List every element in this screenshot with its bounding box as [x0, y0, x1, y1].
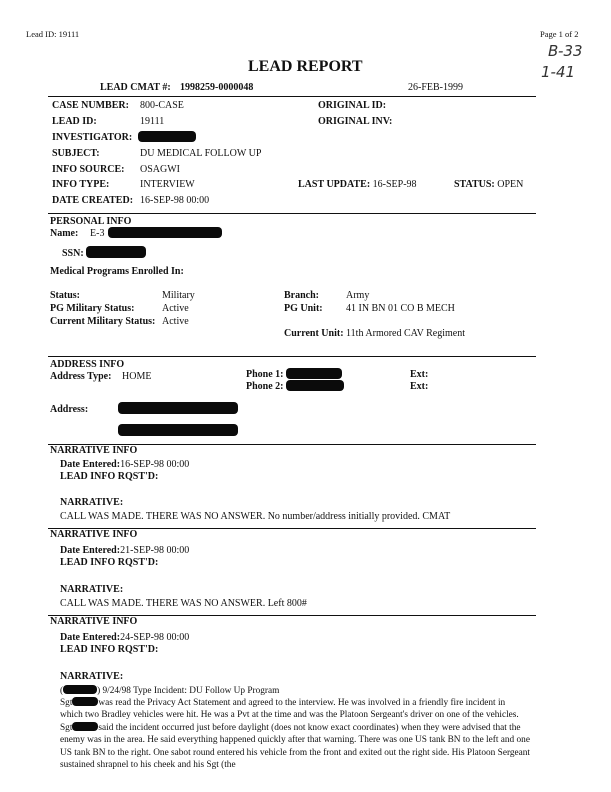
name-prefix: E-3 [90, 228, 105, 239]
original-id-label: ORIGINAL ID: [318, 100, 387, 111]
narrative-label: NARRATIVE: [60, 671, 124, 682]
redaction-name [108, 227, 222, 238]
status-label: STATUS: [454, 179, 495, 190]
investigator-label: INVESTIGATOR: [52, 132, 133, 143]
medical-programs-label: Medical Programs Enrolled In: [50, 266, 184, 277]
case-number-value: 800-CASE [140, 100, 184, 111]
status-value: OPEN [497, 179, 524, 190]
redaction-investigator [138, 131, 196, 142]
subject-label: SUBJECT: [52, 148, 100, 159]
last-update [298, 179, 417, 190]
narrative-label: NARRATIVE: [60, 497, 124, 508]
narrative-open-paren: ( [60, 686, 64, 696]
ssn-label: SSN: [62, 248, 84, 259]
info-type-value: INTERVIEW [140, 179, 195, 190]
branch-value: Army [346, 290, 370, 301]
case-number-label: CASE NUMBER: [52, 100, 129, 111]
personal-info-heading: PERSONAL INFO [50, 216, 132, 227]
narrative-heading: NARRATIVE INFO [50, 529, 138, 540]
date-entered-value: 24-SEP-98 00:00 [120, 632, 190, 643]
page-number: Page 1 of 2 [540, 29, 579, 39]
redaction-phone2 [286, 380, 344, 391]
cmat-value: 1998259-0000048 [180, 82, 254, 93]
date-entered-value: 16-SEP-98 00:00 [120, 459, 190, 470]
narrative-heading: NARRATIVE INFO [50, 445, 138, 456]
narrative-body-text-1: was read the Privacy Act Statement and agreed to the interview. He was involved in a friendly fire incident in which two Bradley vehicles were hit. He was a Pvt at the time and was the Platoon Sergeant's driver on one of the vehicles. Sgt [60, 698, 519, 733]
redaction-address-line1 [118, 402, 238, 414]
lead-info-rqstd-label: LEAD INFO RQST'D: [60, 557, 159, 568]
divider [48, 356, 536, 357]
redaction-ssn [86, 246, 146, 258]
handwritten-annotation-2: 1-41 [541, 63, 576, 81]
info-source-label: INFO SOURCE: [52, 164, 125, 175]
lead-id-reference: Lead ID: 19111 [26, 29, 80, 39]
status-military-label: Status: [50, 290, 81, 301]
ext2-label: Ext: [410, 381, 429, 392]
redaction-inline [72, 697, 98, 706]
handwritten-annotation-1: B-33 [548, 42, 583, 60]
lead-info-rqstd-label: LEAD INFO RQST'D: [60, 471, 159, 482]
phone2-label: Phone 2: [246, 381, 284, 392]
ext1-label: Ext: [410, 369, 429, 380]
info-source-value: OSAGWI [140, 164, 180, 175]
subject-value: DU MEDICAL FOLLOW UP [140, 148, 262, 159]
status [454, 179, 523, 190]
date-entered-value: 21-SEP-98 00:00 [120, 545, 190, 556]
address-label: Address: [50, 404, 89, 415]
current-unit-value: 11th Armored CAV Regiment [346, 328, 466, 339]
pg-unit-value: 41 IN BN 01 CO B MECH [346, 303, 455, 314]
address-type-value: HOME [122, 371, 152, 382]
pg-military-status-value: Active [162, 303, 189, 314]
date-entered-label: Date Entered: [60, 632, 121, 643]
divider [48, 96, 536, 97]
last-update-label: LAST UPDATE: [298, 179, 371, 190]
redaction-inline [63, 685, 97, 694]
lead-id-value: 19111 [140, 116, 165, 127]
date-created-label: DATE CREATED: [52, 195, 134, 206]
redaction-address-line2 [118, 424, 238, 436]
report-date: 26-FEB-1999 [408, 82, 463, 93]
status-military-value: Military [162, 290, 195, 301]
pg-unit-label: PG Unit: [284, 303, 323, 314]
narrative-text: CALL WAS MADE. THERE WAS NO ANSWER. Left 800# [60, 598, 307, 609]
cmat-label: LEAD CMAT #: [100, 82, 171, 93]
narrative-body [60, 697, 530, 771]
lead-id-label: LEAD ID: [52, 116, 97, 127]
narrative-incident-line [60, 685, 279, 696]
pg-military-status-label: PG Military Status: [50, 303, 135, 314]
date-entered [60, 545, 189, 556]
current-military-status-value: Active [162, 316, 189, 327]
last-update-value: 16-SEP-98 [372, 179, 417, 190]
name-label: Name: [50, 228, 79, 239]
current-unit [284, 328, 465, 339]
date-entered [60, 632, 189, 643]
branch-label: Branch: [284, 290, 319, 301]
narrative-label: NARRATIVE: [60, 584, 124, 595]
report-title: LEAD REPORT [248, 58, 363, 75]
original-inv-label: ORIGINAL INV: [318, 116, 393, 127]
date-entered [60, 459, 189, 470]
narrative-heading: NARRATIVE INFO [50, 616, 138, 627]
date-created-value: 16-SEP-98 00:00 [140, 195, 210, 206]
date-entered-label: Date Entered: [60, 459, 121, 470]
date-entered-label: Date Entered: [60, 545, 121, 556]
narrative-incident-text: ) 9/24/98 Type Incident: DU Follow Up Program [97, 686, 280, 696]
redaction-inline [72, 722, 98, 731]
narrative-body-text-2: said the incident occurred just before daylight (does not know exact coordinates) when they were advised that the enemy was in the area. He said everything happened quickly after that warning. There was one US tank BN to the left and one US tank BN to the right. One sabot round entered his vehicle from the front and exited out the right side. His Platoon Sergeant sustained shrapnel to his cheek and his Sgt (the [60, 722, 531, 771]
current-unit-label: Current Unit: [284, 328, 344, 339]
current-military-status-label: Current Military Status: [50, 316, 156, 327]
phone1-label: Phone 1: [246, 369, 284, 380]
address-type-label: Address Type: [50, 371, 112, 382]
narrative-text: CALL WAS MADE. THERE WAS NO ANSWER. No number/address initially provided. CMAT [60, 511, 451, 522]
redaction-phone1 [286, 368, 342, 379]
lead-info-rqstd-label: LEAD INFO RQST'D: [60, 644, 159, 655]
info-type-label: INFO TYPE: [52, 179, 110, 190]
address-info-heading: ADDRESS INFO [50, 359, 125, 370]
narrative-sgt-prefix: Sgt [60, 698, 73, 708]
divider [48, 213, 536, 214]
